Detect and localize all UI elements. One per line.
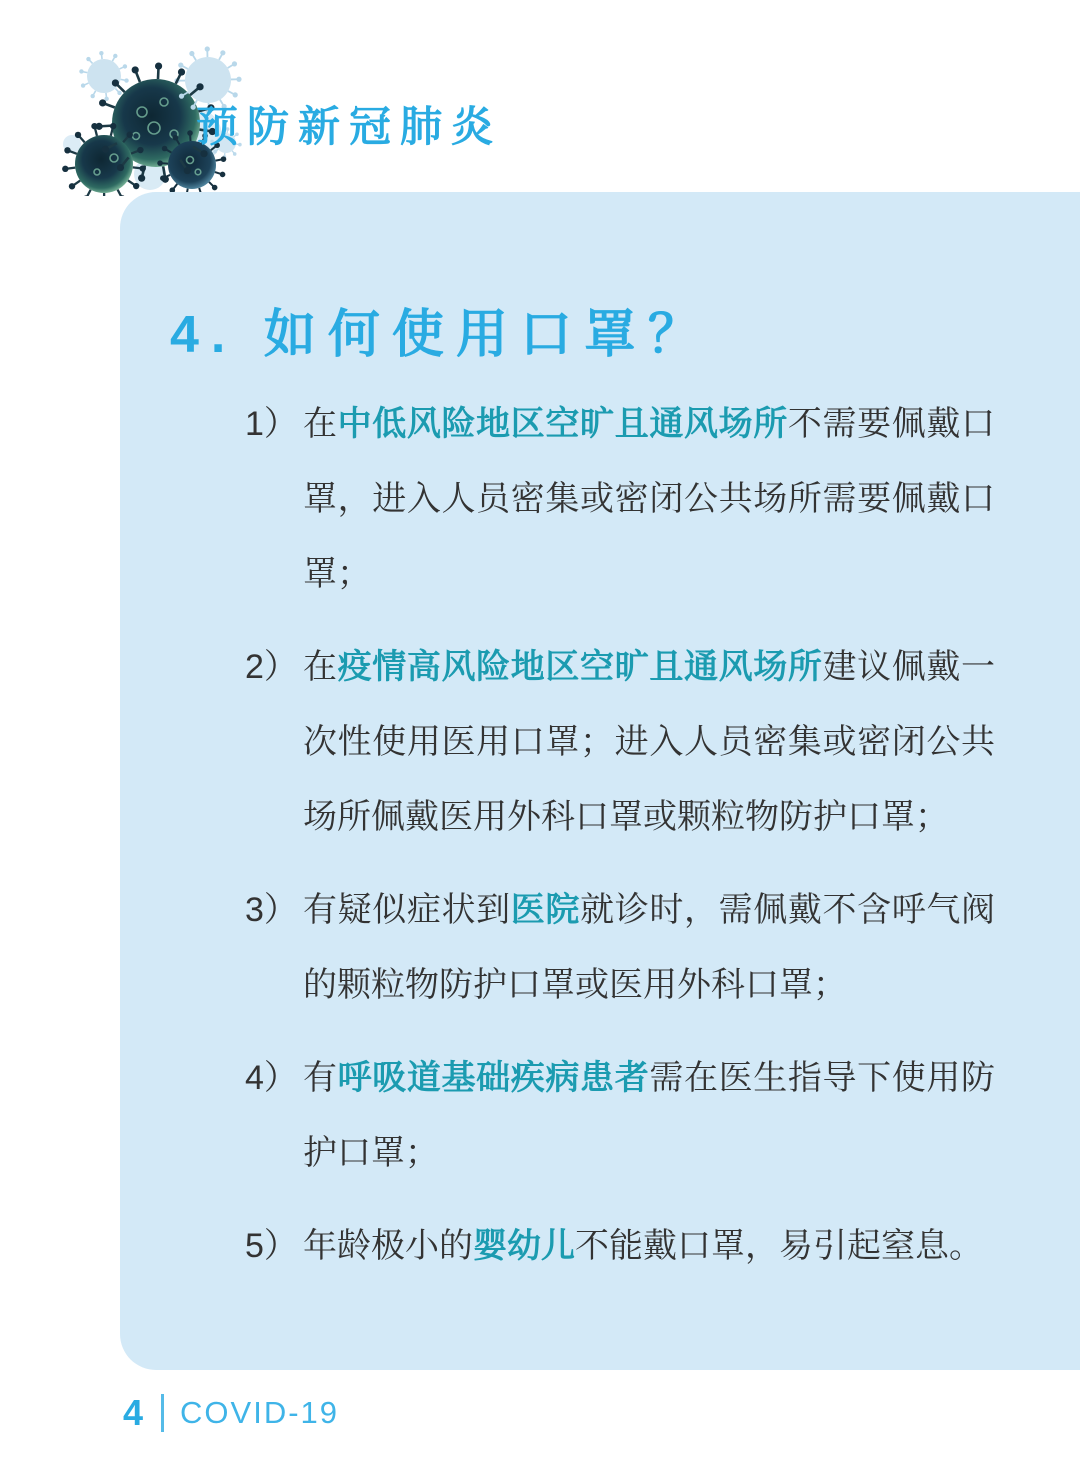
text-segment: 在 <box>303 648 338 686</box>
content-card <box>120 192 1080 1370</box>
page-header-title: 预防新冠肺炎 <box>196 103 503 150</box>
footer-divider <box>161 1394 164 1432</box>
item-number: 1） <box>245 405 298 443</box>
item-text <box>303 1041 995 1191</box>
text-segment: 不能戴口罩，易引起窒息。 <box>575 1227 983 1265</box>
highlighted-phrase: 医院 <box>510 891 581 929</box>
list-item <box>245 1041 995 1191</box>
list-item <box>245 1209 995 1284</box>
item-text <box>303 873 995 1023</box>
text-segment: 在 <box>303 405 338 443</box>
item-text <box>303 630 995 855</box>
list-item <box>245 873 995 1023</box>
mask-usage-list <box>245 387 995 1284</box>
text-segment: 不需要佩戴口罩，进入人员密集或密闭公共场所需要佩戴口罩； <box>303 405 996 593</box>
text-segment: 需在医生指导下使用防护口罩； <box>303 1059 996 1172</box>
highlighted-phrase: 婴幼儿 <box>473 1227 575 1265</box>
text-segment: 就诊时，需佩戴不含呼气阀的颗粒物防护口罩或医用外科口罩； <box>303 891 996 1004</box>
text-segment: 有疑似症状到 <box>303 891 511 929</box>
text-segment: 年龄极小的 <box>303 1227 473 1265</box>
list-item <box>245 387 995 612</box>
highlighted-phrase: 呼吸道基础疾病患者 <box>337 1059 650 1097</box>
highlighted-phrase: 疫情高风险地区空旷且通风场所 <box>337 648 823 686</box>
item-text <box>303 1209 995 1284</box>
list-item <box>245 630 995 855</box>
footer-label: COVID-19 <box>180 1395 340 1430</box>
item-text <box>303 387 995 612</box>
highlighted-phrase: 中低风险地区空旷且通风场所 <box>337 405 788 443</box>
section-title: 4. 如何使用口罩？ <box>170 306 712 364</box>
item-number: 4） <box>245 1059 298 1097</box>
item-number: 2） <box>245 648 298 686</box>
page-footer <box>123 1392 339 1434</box>
text-segment: 有 <box>303 1059 338 1097</box>
item-number: 5） <box>245 1227 298 1265</box>
text-segment: 建议佩戴一次性使用医用口罩；进入人员密集或密闭公共场所佩戴医用外科口罩或颗粒物防护口罩； <box>303 648 996 836</box>
item-number: 3） <box>245 891 298 929</box>
page-number: 4 <box>123 1392 144 1433</box>
